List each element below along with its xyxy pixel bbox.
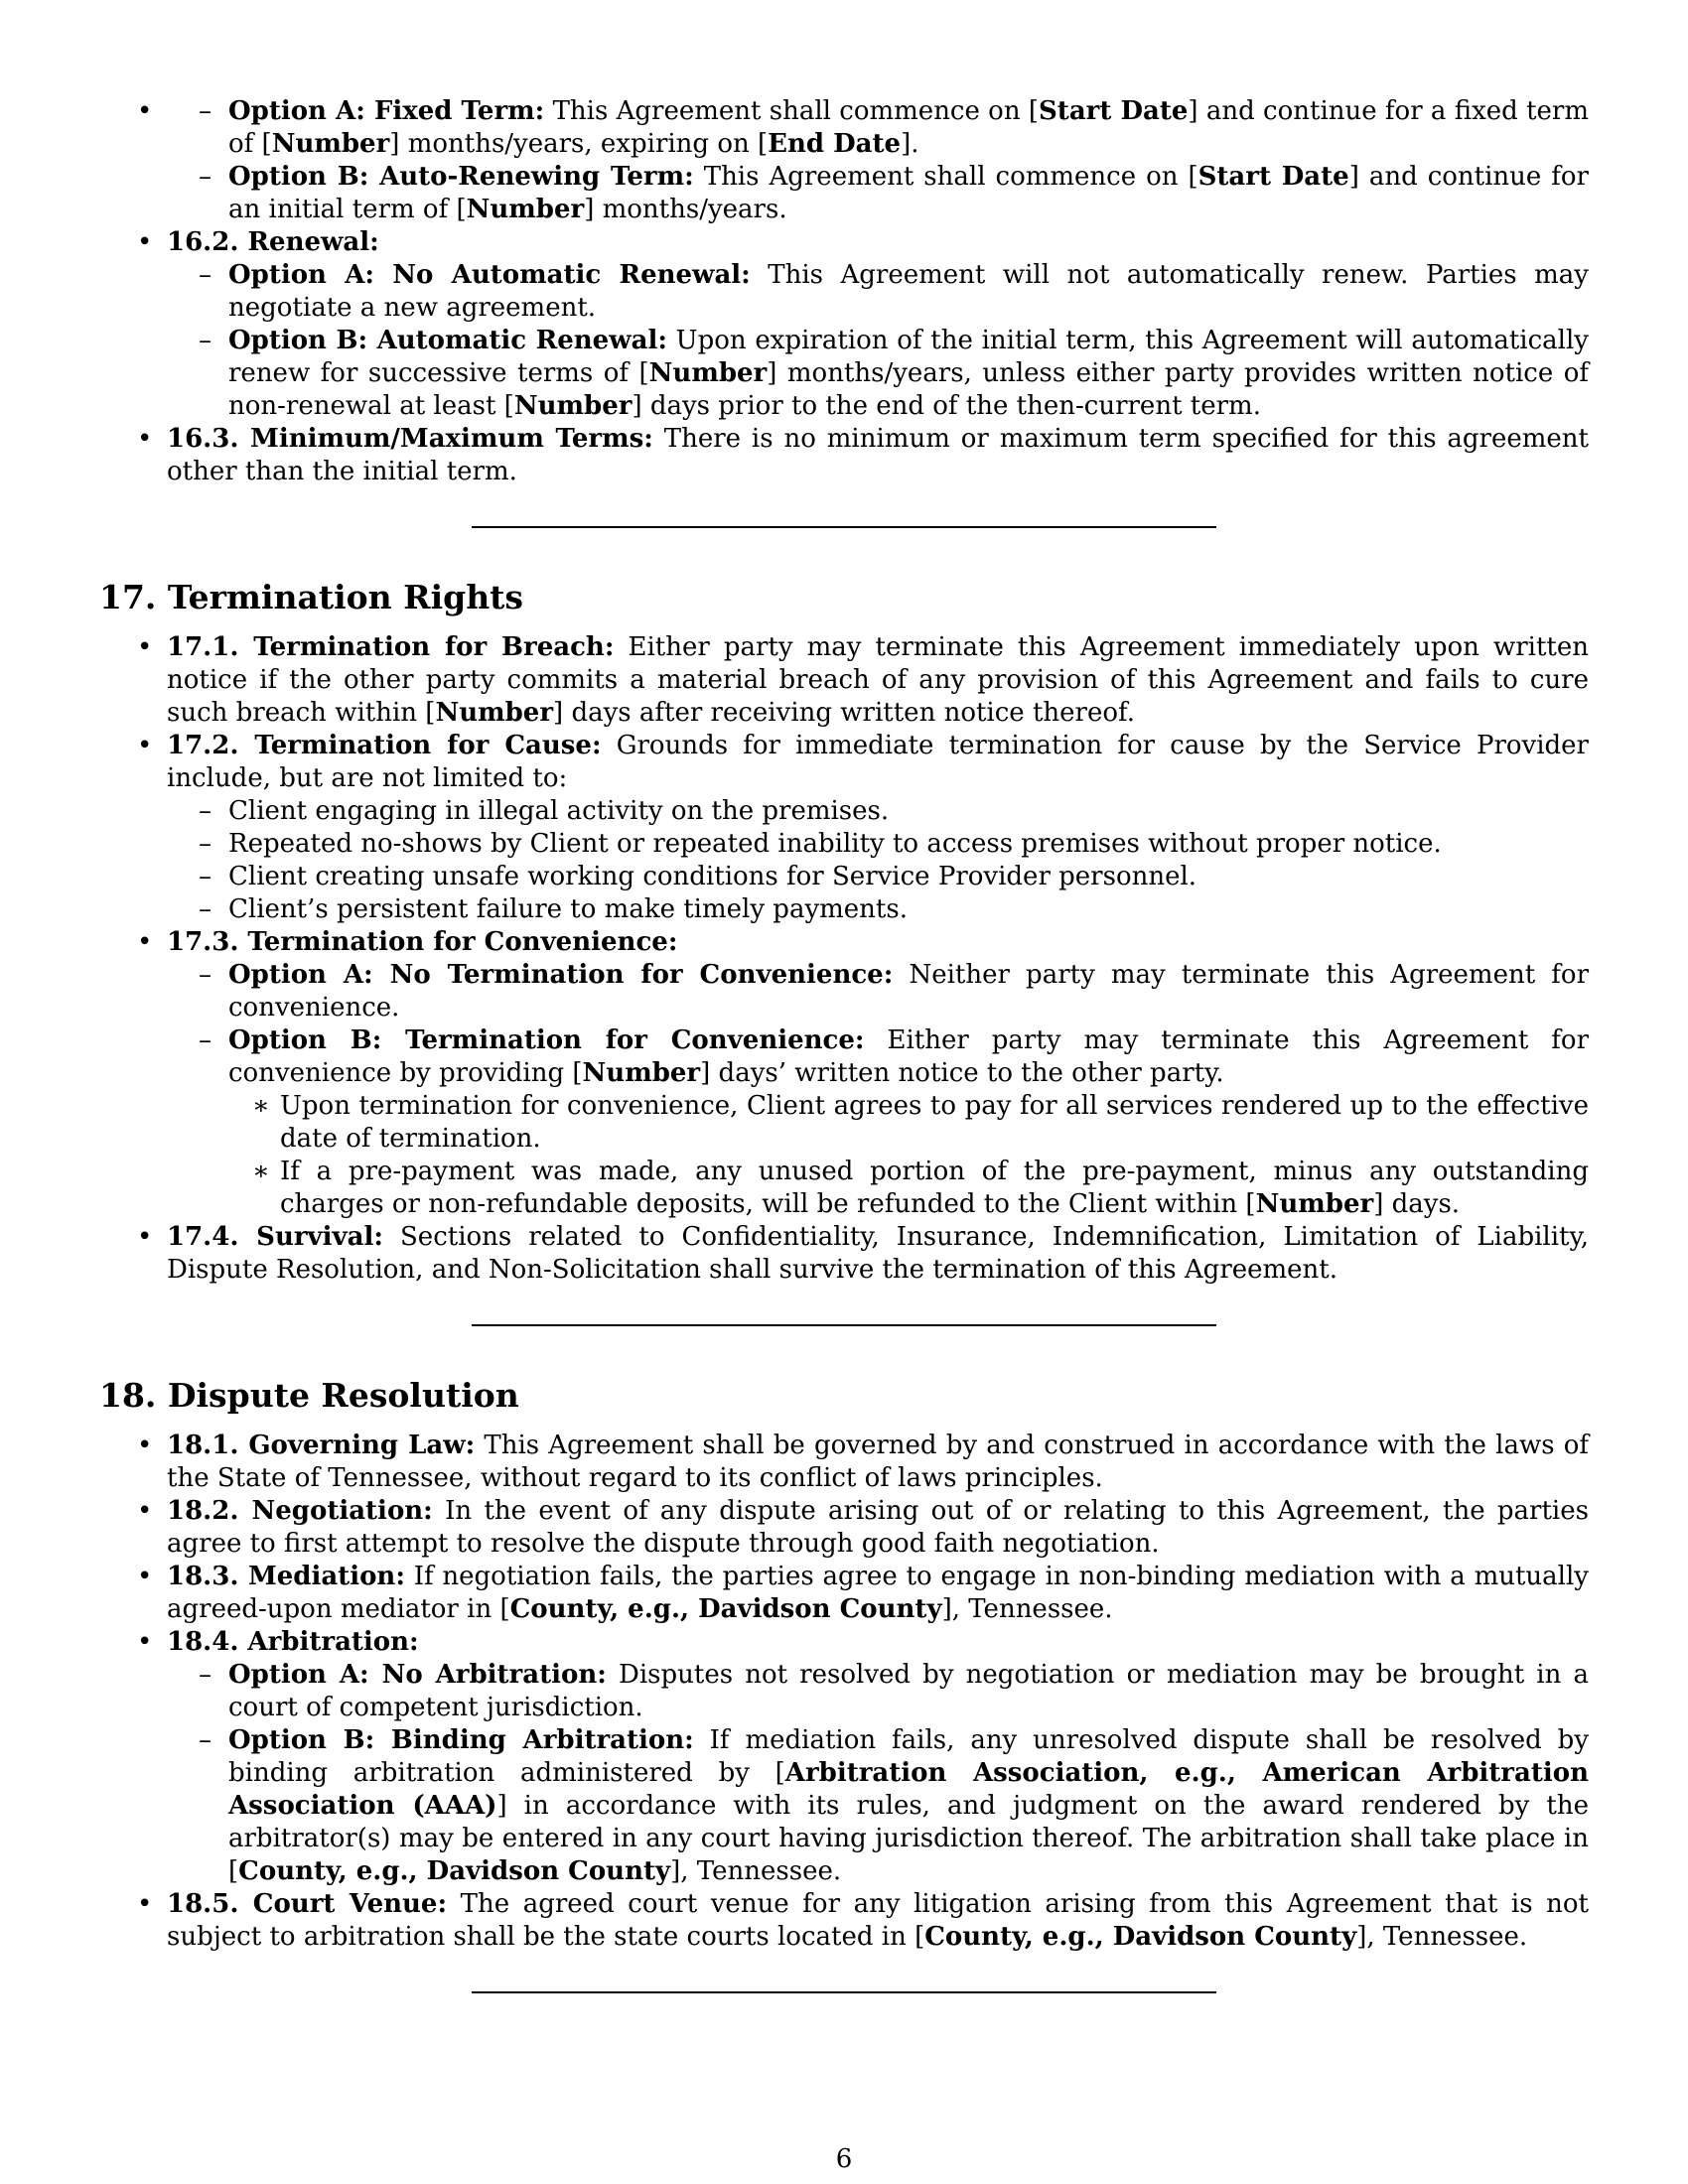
term-option-b: – Option B: Auto-Renewing Term: This Agreement shall commence on [Start Date] and continue for an initial term of [Number] months/years. — [228, 161, 1589, 226]
list-item: – Client’s persistent failure to make timely payments. — [228, 893, 1589, 926]
document-page — [99, 95, 1589, 1993]
mediation-item: • 18.3. Mediation: If negotiation fails, the parties agree to engage in non-binding mediation with a mutually agreed-upon mediator in [County, e.g., Davidson County], Tennessee. — [167, 1561, 1589, 1626]
term-options-list — [167, 95, 1589, 226]
renewal-option-b: – Option B: Automatic Renewal: Upon expiration of the initial term, this Agreement will automatically renew for successive terms of [Number] months/years, unless either party provides written notice of non-renewal at least [Number] days prior to the end of the then-current term. — [228, 325, 1589, 423]
list-item: – Repeated no-shows by Client or repeated inability to access premises without proper notice. — [228, 828, 1589, 861]
list-item: – Client creating unsafe working conditions for Service Provider personnel. — [228, 861, 1589, 893]
termination-cause-item: • 17.2. Termination for Cause: Grounds for immediate termination for cause by the Service Provider include, but are not limited to: – Client engaging in illegal activity on the premises. – Repeated no-shows by Client or repeated inability to access premises without proper notice. – Client creating unsafe working conditions for Service Provider personnel. – Client’s persistent failure to make timely payments. — [167, 730, 1589, 926]
termination-breach-item: • 17.1. Termination for Breach: Either party may terminate this Agreement immediately upon written notice if the other party commits a material breach of any provision of this Agreement and fails to cure such breach within [Number] days after receiving written notice thereof. — [167, 631, 1589, 730]
term-option-a-label: Option A: Fixed Term: — [228, 96, 545, 126]
list-item: ∗ If a pre-payment was made, any unused portion of the pre-payment, minus any outstanding charges or non-refundable deposits, will be refunded to the Client within [Number] days. — [280, 1156, 1589, 1221]
renewal-option-a: – Option A: No Automatic Renewal: This Agreement will not automatically renew. Parties may negotiate a new agreement. — [228, 259, 1589, 325]
cause-grounds-list — [167, 795, 1589, 926]
court-venue-item: • 18.5. Court Venue: The agreed court venue for any litigation arising from this Agreement that is not subject to arbitration shall be the state courts located in [County, e.g., Davidson County], Tennessee. — [167, 1888, 1589, 1954]
convenience-options — [167, 959, 1589, 1221]
convenience-sub-list — [228, 1090, 1589, 1221]
list-item: ∗ Upon termination for convenience, Client agrees to pay for all services rendered up to the effective date of termination. — [280, 1090, 1589, 1156]
renewal-options — [167, 259, 1589, 423]
section-16-items — [99, 226, 1589, 488]
term-option-b-label: Option B: Auto-Renewing Term: — [228, 162, 694, 192]
arbitration-options — [167, 1659, 1589, 1888]
termination-convenience-item: • 17.3. Termination for Convenience: – Option A: No Termination for Convenience: Neither party may terminate this Agreement for convenience. – Option B: Termination for Convenience: Either party may terminate this Agreement for convenience by providing [Number] days’ written notice to the other party. ∗ Upon termination for convenience, Client agrees to pay for all services rendered up to the effective date of termination. ∗ If a pre-payment was made, any unused portion of the pre-payment, minus any outstanding charges or non-refundable deposits, will be refunded to the Client within [Number] days. — [167, 926, 1589, 1221]
list-item: – Client engaging in illegal activity on the premises. — [228, 795, 1589, 828]
arbitration-option-a: – Option A: No Arbitration: Disputes not resolved by negotiation or mediation may be brought in a court of competent jurisdiction. — [228, 1659, 1589, 1724]
section-divider — [472, 526, 1216, 528]
section-divider — [472, 1324, 1216, 1326]
convenience-option-b: – Option B: Termination for Convenience: Either party may terminate this Agreement for convenience by providing [Number] days’ written notice to the other party. ∗ Upon termination for convenience, Client agrees to pay for all services rendered up to the effective date of termination. ∗ If a pre-payment was made, any unused portion of the pre-payment, minus any outstanding charges or non-refundable deposits, will be refunded to the Client within [Number] days. — [228, 1024, 1589, 1221]
page-number: 6 — [835, 2144, 853, 2174]
convenience-option-a: – Option A: No Termination for Convenience: Neither party may terminate this Agreement for convenience. — [228, 959, 1589, 1024]
survival-item: • 17.4. Survival: Sections related to Confidentiality, Insurance, Indemnification, Limitation of Liability, Dispute Resolution, and Non-Solicitation shall survive the termination of this Agreement. — [167, 1221, 1589, 1287]
term-options-container — [167, 95, 1589, 226]
section-17-list — [99, 631, 1589, 1287]
governing-law-item: • 18.1. Governing Law: This Agreement shall be governed by and construed in accordance with the laws of the State of Tennessee, without regard to its conflict of laws principles. — [167, 1430, 1589, 1495]
arbitration-item: • 18.4. Arbitration: – Option A: No Arbitration: Disputes not resolved by negotiation or mediation may be brought in a court of competent jurisdiction. – Option B: Binding Arbitration: If mediation fails, any unresolved dispute shall be resolved by binding arbitration administered by [Arbitration Association, e.g., American Arbitration Association (AAA)] in accordance with its rules, and judgment on the award rendered by the arbitrator(s) may be entered in any court having jurisdiction thereof. The arbitration shall take place in [County, e.g., Davidson County], Tennessee. — [167, 1626, 1589, 1888]
term-option-a: – • Option A: Fixed Term: This Agreement shall commence on [Start Date] and continue for a fixed term of [Number] months/years, expiring on [End Date]. — [228, 95, 1589, 161]
section-divider — [472, 1991, 1216, 1993]
section-17-heading: 17. Termination Rights — [99, 578, 524, 616]
section-18-heading: 18. Dispute Resolution — [99, 1376, 519, 1415]
renewal-item — [167, 226, 1589, 423]
section-16-list — [99, 95, 1589, 226]
arbitration-option-b: – Option B: Binding Arbitration: If mediation fails, any unresolved dispute shall be resolved by binding arbitration administered by [Arbitration Association, e.g., American Arbitration Association (AAA)] in accordance with its rules, and judgment on the award rendered by the arbitrator(s) may be entered in any court having jurisdiction thereof. The arbitration shall take place in [County, e.g., Davidson County], Tennessee. — [228, 1724, 1589, 1888]
renewal-label: 16.2. Renewal: — [167, 227, 379, 257]
negotiation-item: • 18.2. Negotiation: In the event of any dispute arising out of or relating to this Agreement, the parties agree to first attempt to resolve the dispute through good faith negotiation. — [167, 1495, 1589, 1561]
section-18-list — [99, 1430, 1589, 1954]
minmax-terms-item: • 16.3. Minimum/Maximum Terms: There is no minimum or maximum term specified for this agreement other than the initial term. — [167, 423, 1589, 488]
